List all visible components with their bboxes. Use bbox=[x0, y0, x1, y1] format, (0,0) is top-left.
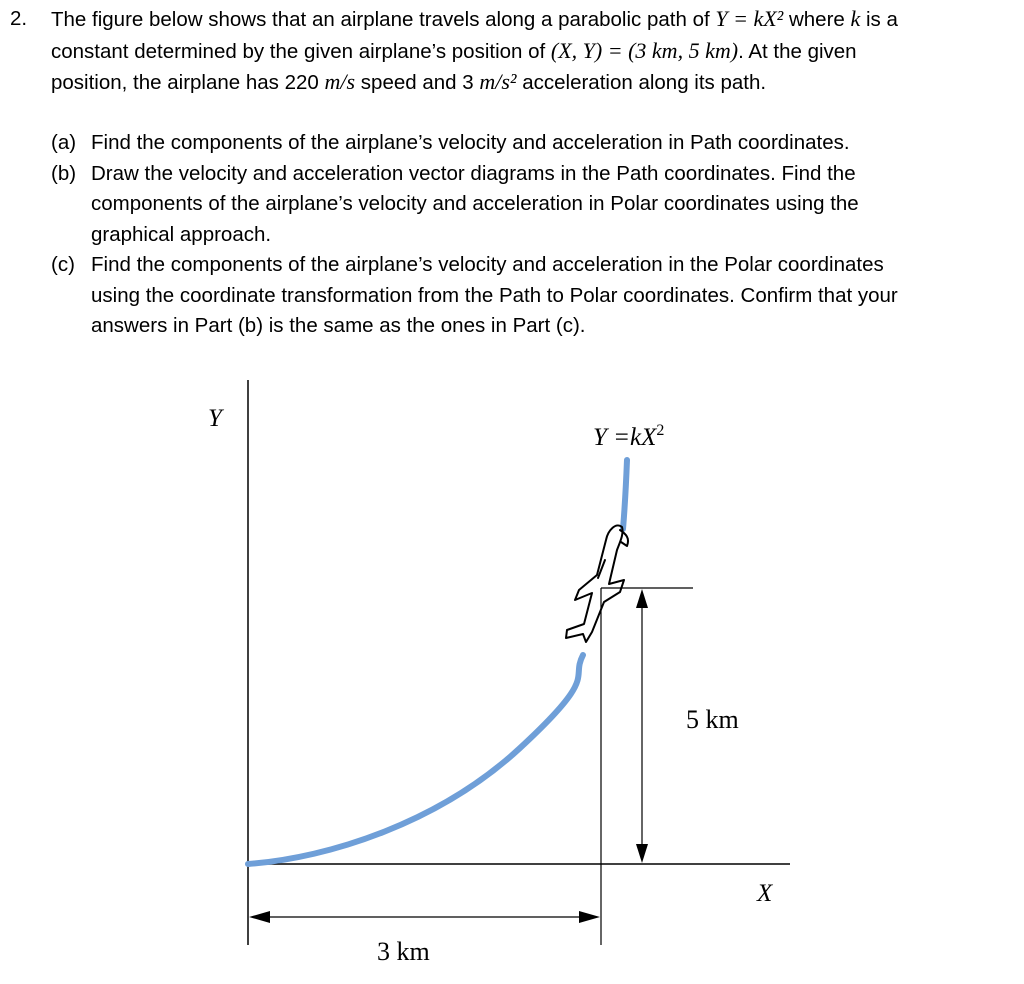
airplane-icon bbox=[566, 525, 628, 642]
curve-equation-label: $Y =kX^2$ bbox=[593, 422, 665, 451]
width-arrow-right bbox=[579, 911, 600, 923]
part-line: using the coordinate transformation from the Path to Polar coordinates. Confirm that your bbox=[91, 283, 898, 307]
part-label: (b) bbox=[51, 161, 77, 185]
stem-line-3: position, the airplane has 220 m/s speed and 3 m/s² acceleration along its path. bbox=[51, 69, 767, 94]
constant-k: k bbox=[850, 6, 861, 31]
width-arrow-left bbox=[249, 911, 270, 923]
parabolic-path bbox=[248, 655, 583, 864]
part-line: components of the airplane’s velocity and acceleration in Polar coordinates using the bbox=[91, 192, 859, 215]
part-line: Find the components of the airplane’s velocity and acceleration in the Polar coordinates bbox=[91, 253, 884, 276]
y-axis-label: Y bbox=[208, 405, 222, 432]
speed-unit: m/s bbox=[324, 69, 356, 94]
part-line: Find the components of the airplane’s velocity and acceleration in Path coordinates. bbox=[91, 131, 850, 154]
part-label: (a) bbox=[51, 131, 77, 154]
part-line: graphical approach. bbox=[91, 222, 272, 246]
height-arrow-down bbox=[636, 844, 648, 863]
stem-line-1: The figure below shows that an airplane travels along a parabolic path of Y = kX² where k is a bbox=[51, 6, 898, 31]
part-label: (c) bbox=[51, 253, 75, 276]
part-line: answers in Part (b) is the same as the ones in Part (c). bbox=[91, 314, 586, 337]
acceleration-unit: m/s² bbox=[479, 69, 517, 94]
part-line: Draw the velocity and acceleration vector diagrams in the Path coordinates. Find the bbox=[91, 161, 856, 185]
width-label: 3 km bbox=[377, 937, 430, 966]
equation-parabola: Y = kX² bbox=[715, 6, 784, 31]
question-number: 2. bbox=[10, 7, 28, 30]
x-axis-label: X bbox=[757, 880, 773, 907]
height-label: 5 km bbox=[686, 705, 739, 734]
parabolic-path-upper bbox=[623, 460, 627, 529]
height-arrow-up bbox=[636, 589, 648, 608]
position-expression: (X, Y) = (3 km, 5 km) bbox=[550, 37, 739, 63]
stem-line-2: constant determined by the given airplane’s position of (X, Y) = (3 km, 5 km). At the given bbox=[51, 37, 857, 63]
